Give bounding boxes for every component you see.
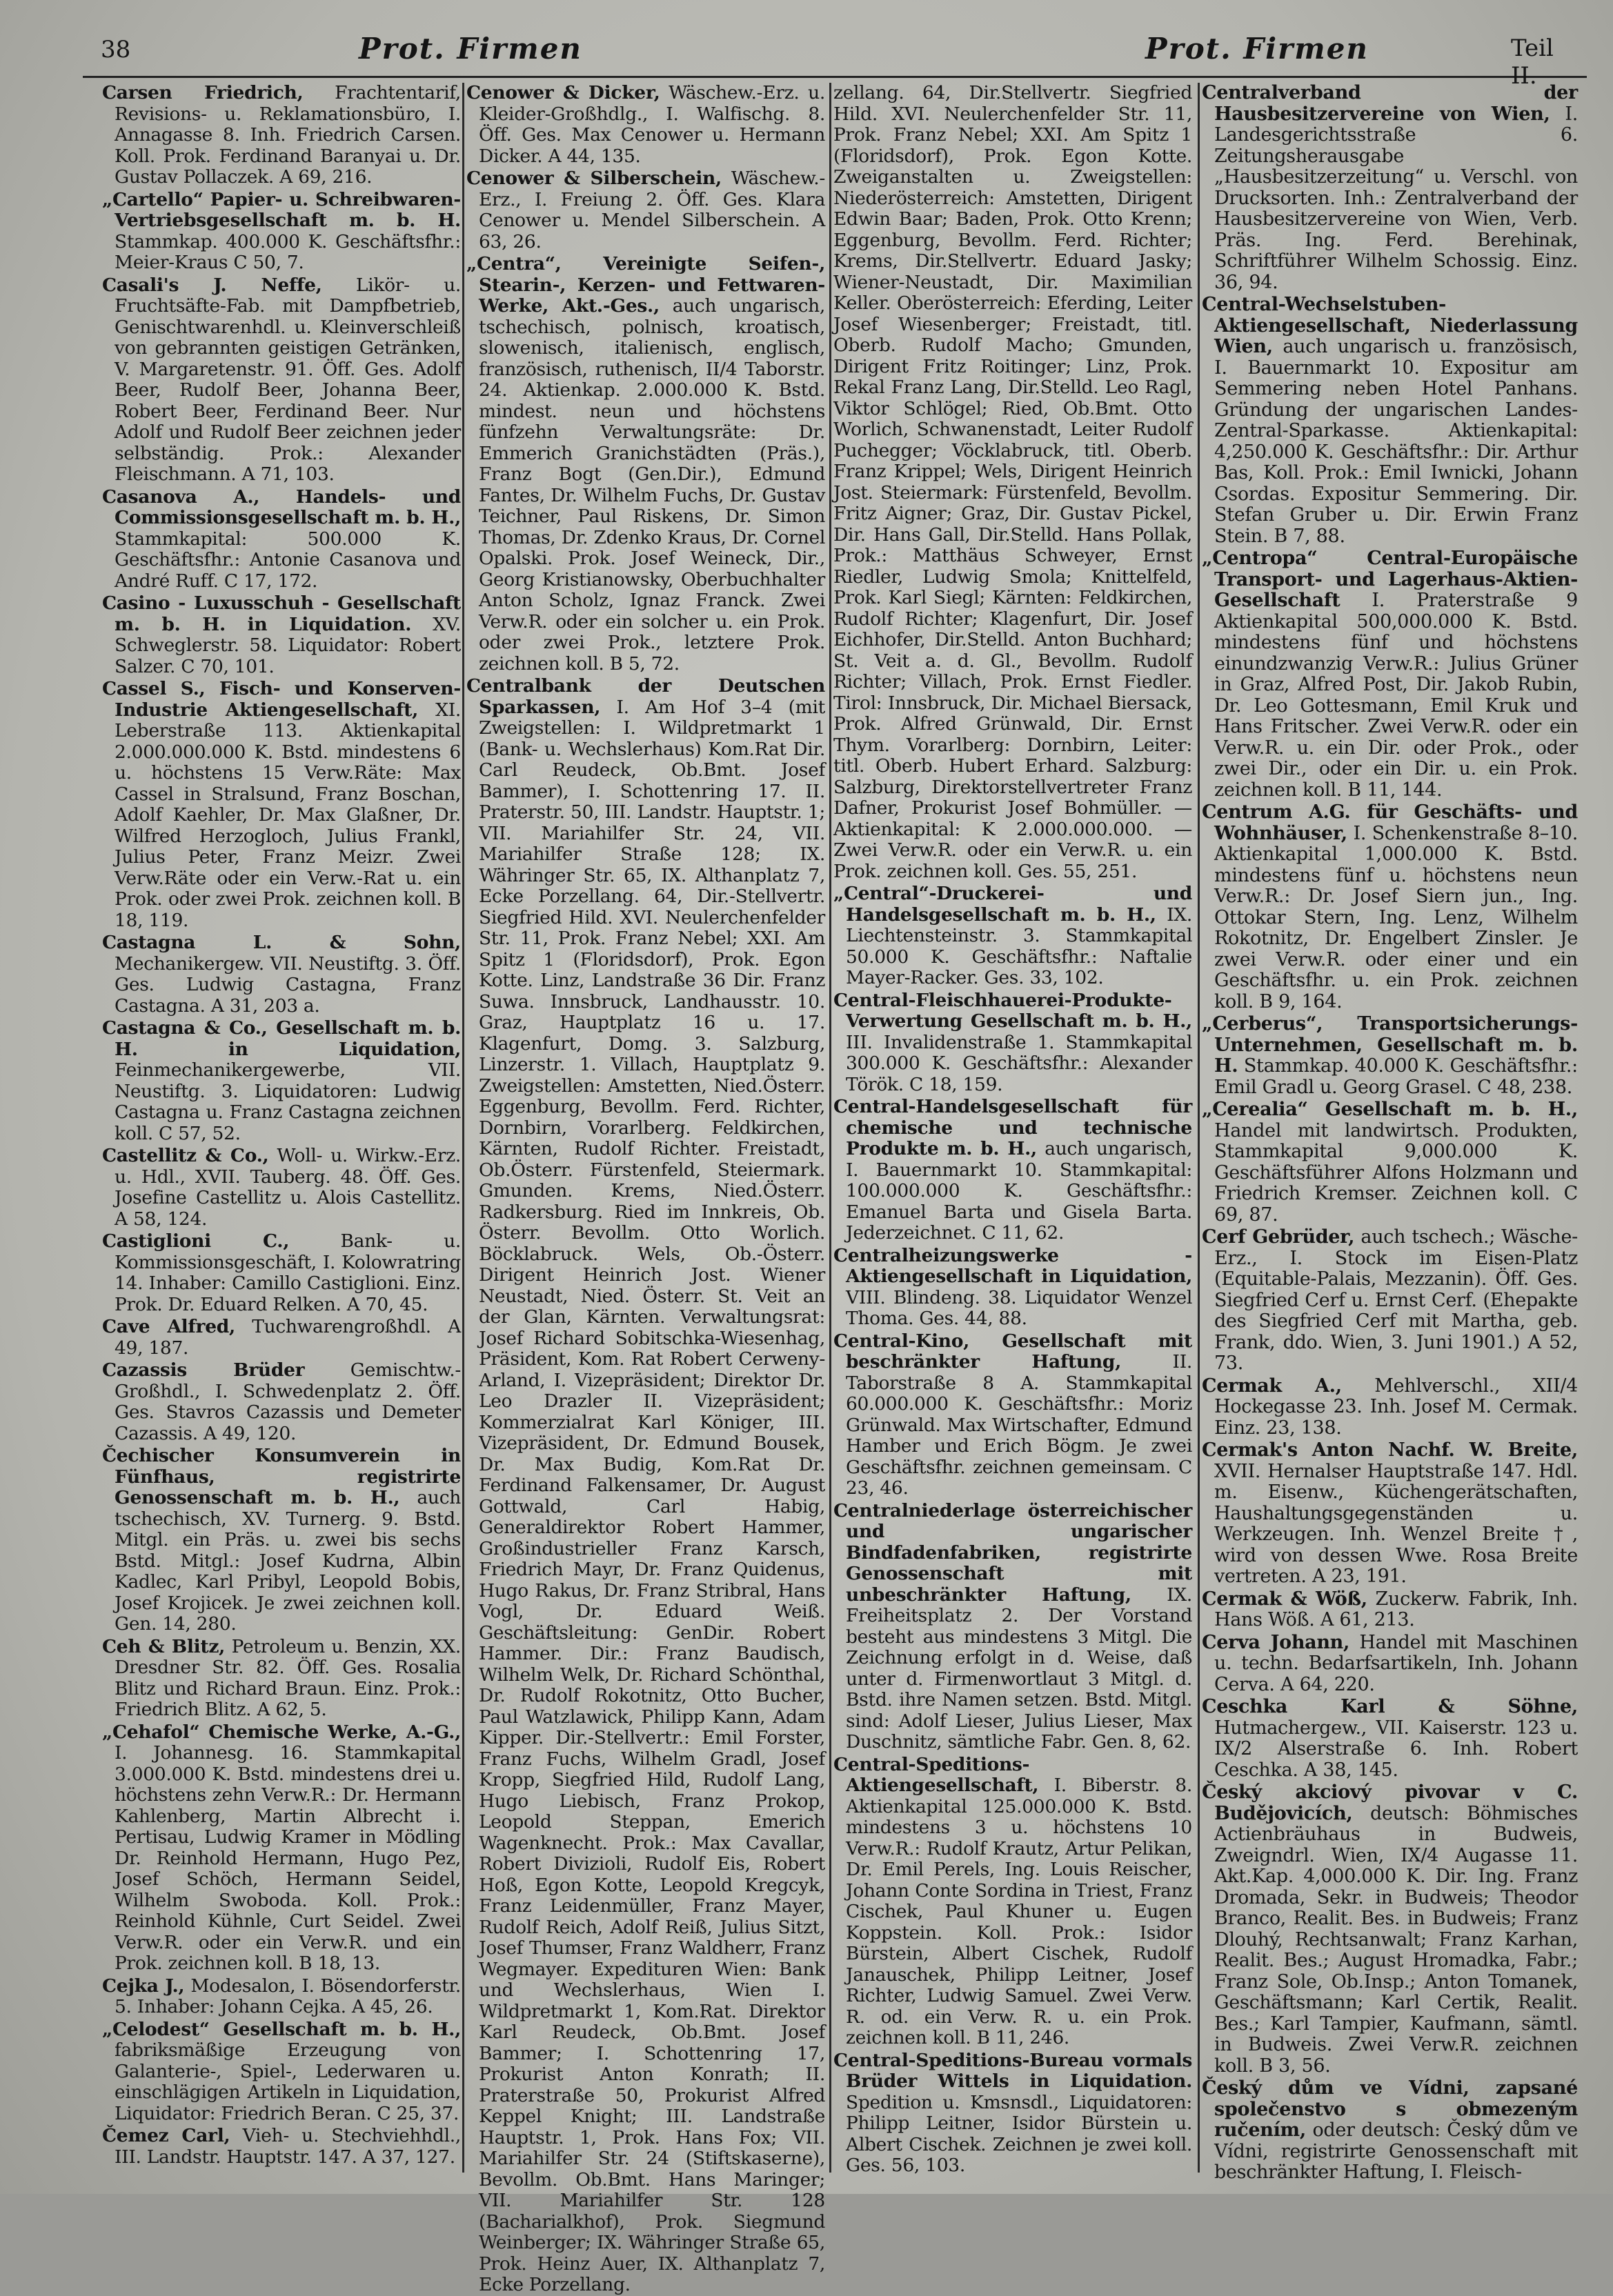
firm-entry: [102, 1018, 461, 1144]
firm-name: Čemez Carl,: [102, 2125, 230, 2146]
firm-name: Centralbank der Deutschen Sparkassen,: [466, 675, 825, 718]
firm-details: Stammkap. 40.000 K. Geschäftsfhr.: Emil Gradl u. Georg Grasel. C 48, 238.: [1214, 1055, 1578, 1098]
firm-name: „Centropa“ Central-Europäische Transport- und Lagerhaus-Aktien-Gesellschaft: [1202, 548, 1578, 611]
firm-details: zellang. 64, Dir.Stellvertr. Siegfried Hild. XVI. Neulerchenfelder Str. 11, Prok. Franz Nebel; XXI. Am Spitz 1 (Floridsdorf), Prok. Egon Kotte. Zweiganstalten u. Zweigstellen: Niederösterreich: Amstetten, Dirigent Edwin Baar; Baden, Prok. Otto Krenn; Eggenburg, Bevollm. Ferd. Richter; Krems, Dir.Stellvertr. Eduard Jasky; Wiener-Neustadt, Dir. Maximilian Keller. Oberösterreich: Eferding, Leiter Josef Wiesenberger; Freistadt, titl. Oberb. Rudolf Macho; Gmunden, Dirigent Fritz Roitinger; Linz, Prok. Rekal Franz Lang, Dir.Stelld. Leo Ragl, Viktor Schlögel; Ried, Ob.Bmt. Otto Worlich, Schwanenstadt, Leiter Rudolf Puchegger; Vöcklabruck, titl. Oberb. Franz Krippel; Wels, Dirigent Heinrich Jost. Steiermark: Fürstenfeld, Bevollm. Fritz Aigner; Graz, Dir. Gustav Pickel, Dir. Hans Gall, Dir.Stelld. Hans Pollak, Prok.: Matthäus Schweyer, Ernst Riedler, Ludwig Smola; Knittelfeld, Prok. Karl Siegl; Kärnten: Feldkirchen, Rudolf Richter; Klagenfurt, Dir. Josef Eichhofer, Dir.Stelld. Anton Buchhard; St. Veit a. d. Gl., Bevollm. Rudolf Richter; Villach, Prok. Ernst Fiedler. Tirol: Innsbruck, Dir. Michael Biersack, Prok. Alfred Grünwald, Dir. Ernst Thym. Vorarlberg: Dornbirn, Leiter: titl. Oberb. Hubert Erhard. Salzburg: Salzburg, Direktorstellvertreter Franz Dafner, Prokurist Josef Bohmüller. — Aktienkapital: K 2.000.000.000. — Zwei Verw.R. oder ein Verw.R. u. ein Prok. zeichnen koll. Ges. 55, 251.: [833, 82, 1192, 882]
firm-name: Central-Fleischhauerei-Produkte-Verwertung Gesellschaft m. b. H.,: [833, 989, 1192, 1032]
firm-details: XI. Leberstraße 113. Aktienkapital 2.000.000.000 K. Bstd. mindestens 6 u. höchstens 15 Verw.Räte: Max Cassel in Stralsund, Franz Boschan, Adolf Kaehler, Dr. Max Glaßner, Dr. Wilfred Herzogloch, Julius Frankl, Julius Peter, Franz Meizr. Zwei Verw.Räte oder ein Verw.-Rat u. ein Prok. oder zwei Prok. zeichnen koll. B 18, 119.: [115, 699, 461, 931]
firm-name: Casanova A., Handels- und Commissionsgesellschaft m. b. H.,: [102, 486, 461, 528]
firm-entry: [102, 2019, 461, 2125]
column-4: [1202, 82, 1579, 2183]
firm-entry: [833, 990, 1192, 1096]
firm-name: Cenower & Dicker,: [466, 82, 660, 103]
firm-entry: [102, 2126, 461, 2168]
firm-name: „Cartello“ Papier- u. Schreibwaren-Vertriebsgesellschaft m. b. H.: [102, 188, 461, 231]
firm-entry: [466, 254, 825, 675]
firm-entry: [102, 1637, 461, 1721]
firm-details: Zuckerw. Fabrik, Inh. Hans Wöß. A 61, 213.: [1214, 1588, 1579, 1630]
firm-details: deutsch: Böhmisches Actienbräuhaus in Budweis, Zweigndrl. Wien, IX/4 Augasse 11. Akt.Kap. 4,000.000 K. Dir. Ing. Franz Dromada, Sekr. in Budweis; Theodor Branco, Realit. Bes. in Budweis; Franz Dlouhý, Rechtsanwalt; Franz Karhan, Realit. Bes.; August Hromadka, Fabr.; Franz Sole, Ob.Insp.; Anton Tomanek, Geschäftsmann; Karl Certik, Realit. Bes.; Karl Tampier, Kaufmann, sämtl. in Budweis. Zwei Verw.R. zeichnen koll. B 3, 56.: [1214, 1802, 1578, 2077]
firm-details: Petroleum u. Benzin, XX. Dresdner Str. 82. Öff. Ges. Rosalia Blitz und Richard Braun. Einz. Prok.: Friedrich Blitz. A 62, 5.: [115, 1635, 461, 1720]
firm-details: Hutmachergew., VII. Kaiserstr. 123 u. IX/2 Alserstraße 6. Inh. Robert Ceschka. A 38, 145.: [1214, 1717, 1578, 1781]
firm-name: Carsen Friedrich,: [102, 82, 304, 103]
firm-entry: [102, 1446, 461, 1635]
firm-entry: [466, 83, 825, 167]
firm-details: auch tschech.; Wäsche-Erz., I. Stock im Eisen-Platz (Equitable-Palais, Mezzanin). Öff. Ges. Siegfried Cerf u. Ernst Cerf. (Ehepakte des Siegfried Cerf mit Martha, geb. Frank, ddo. Wien, 3. Juni 1901.) A 52, 73.: [1214, 1226, 1578, 1374]
firm-name: Cerva Johann,: [1202, 1631, 1350, 1653]
firm-entry: [833, 83, 1192, 882]
firm-entry: [1202, 295, 1578, 547]
firm-name: Casali's J. Neffe,: [102, 274, 322, 296]
column-1: [102, 83, 461, 2173]
firm-name: Centrum A.G. für Geschäfts- und Wohnhäuser,: [1202, 801, 1578, 844]
firm-name: Cenower & Silberschein,: [466, 168, 722, 189]
firm-entry: [1202, 1376, 1578, 1439]
firm-entry: [1202, 1227, 1578, 1375]
firm-name: Central-Handelsgesellschaft für chemische und technische Produkte m. b. H.,: [833, 1096, 1192, 1159]
firm-details: Stammkap. 400.000 K. Geschäftsfhr.: Meier-Kraus C 50, 7.: [115, 230, 461, 273]
firm-details: Mehlverschl., XII/4 Hockegasse 23. Inh. Josef M. Cermak. Einz. 23, 138.: [1214, 1375, 1578, 1439]
page-number: 38: [101, 36, 131, 63]
firm-entry: [102, 1231, 461, 1315]
column-2: [466, 82, 826, 2295]
firm-name: Ceh & Blitz,: [102, 1635, 226, 1657]
firm-details: fabriksmäßige Erzeugung von Galanterie-, Spiel-, Lederwaren u. einschlägigen Artikeln in Liquidation, Liquidator: Friedrich Beran. C 25, 37.: [115, 2039, 461, 2124]
firm-entry: [102, 1360, 461, 1444]
firm-details: Modesalon, I. Bösendorferstr. 5. Inhaber: Johann Cejka. A 45, 26.: [115, 1975, 462, 2017]
firm-name: Central-Kino, Gesellschaft mit beschränkter Haftung,: [833, 1330, 1192, 1372]
firm-name: Ceschka Karl & Söhne,: [1202, 1696, 1578, 1717]
firm-entry: [102, 487, 461, 592]
firm-details: II. Taborstraße 8 A. Stammkapital 60.000.000 K. Geschäftsfhr.: Moriz Grünwald. Max Wirtschafter, Edmund Hamber und Erich Bögm. Je zwei Geschäftsfhr. zeichnen gemeinsam. C 23, 46.: [846, 1351, 1192, 1499]
firm-details: auch tschechisch, XV. Turnerg. 9. Bstd. Mitgl. ein Präs. u. zwei bis sechs Bstd. Mitgl.: Josef Kudrna, Albin Kadlec, Karl Pribyl, Leopold Bobis, Josef Krojicek. Je zwei zeichnen koll. Gen. 14, 280.: [115, 1487, 461, 1635]
firm-details: XV. Schweglerstr. 58. Liquidator: Robert Salzer. C 70, 101.: [115, 613, 461, 677]
firm-details: auch ungarisch u. französisch, I. Bauernmarkt 10. Expositur am Semmering neben Hotel Panhans. Gründung der ungarischen Landes-Zentral-Sparkasse. Aktienkapital: 4,250.000 K. Geschäftsfhr.: Dir. Arthur Bas, Koll. Prok.: Emil Iwnicki, Johann Csordas. Expositur Semmering. Dir. Stefan Gruber u. Dir. Erwin Franz Stein. B 7, 88.: [1214, 336, 1578, 547]
firm-entry: [466, 168, 825, 252]
firm-details: IX. Freiheitsplatz 2. Der Vorstand besteht aus mindestens 3 Mitgl. Die Zeichnung erfolgt in d. Weise, daß unter d. Firmenwortlaut 3 Mitgl. d. Bstd. ihre Namen setzen. Bstd. Mitgl. sind: Adolf Lieser, Julius Lieser, Max Duschnitz, sämtliche Fabr. Gen. 8, 62.: [846, 1584, 1193, 1753]
firm-details: Feinmechanikergewerbe, VII. Neustiftg. 3. Liquidatoren: Ludwig Castagna u. Franz Castagna zeichnen koll. C 57, 52.: [115, 1059, 461, 1144]
column-divider: [1198, 83, 1200, 2173]
firm-details: Tuchwarengroßhdl. A 49, 187.: [115, 1316, 461, 1359]
firm-name: Cassel S., Fisch- und Konserven-Industrie Aktiengesellschaft,: [102, 678, 461, 721]
firm-name: Centralverband der Hausbesitzervereine von Wien,: [1202, 82, 1578, 125]
firm-details: Spedition u. Kmsnsdl., Liquidatoren: Philipp Leitner, Isidor Bürstein u. Albert Cischek. Zeichnen je zwei koll. Ges. 56, 103.: [846, 2091, 1192, 2176]
firm-name: Cave Alfred,: [102, 1316, 235, 1337]
firm-name: Cermak & Wöß,: [1202, 1588, 1367, 1610]
firm-details: Stammkapital: 500.000 K. Geschäftsfhr.: Antonie Casanova und André Ruff. C 17, 172.: [115, 528, 461, 592]
firm-entry: [1202, 802, 1578, 1012]
firm-entry: [102, 1146, 461, 1230]
firm-details: I. Am Hof 3–4 (mit Zweigstellen: I. Wildpretmarkt 1 (Bank- u. Wechslerhaus) Kom.Rat Dir. Carl Reudeck, Ob.Bmt. Josef Bammer), I. Schottenring 17. II. Praterstr. 50, III. Landstr. Hauptstr. 1; VII. Mariahilfer Str. 24, VII. Mariahilfer Straße 128; IX. Währinger Str. 65, IX. Althanplatz 7, Ecke Porzellang. 64, Dir.-Stellvertr. Siegfried Hild. XVI. Neulerchenfelder Str. 11, Prok. Franz Nebel; XXI. Am Spitz 1 (Floridsdorf), Prok. Egon Kotte. Linz, Landstraße 36 Dir. Franz Suwa. Innsbruck, Landhausstr. 10. Graz, Hauptplatz 16 u. 17. Klagenfurt, Domg. 3. Salzburg, Linzerstr. 1. Villach, Hauptplatz 9. Zweigstellen: Amstetten, Nied.Österr. Eggenburg, Bevollm. Ferd. Richter, Dornbirn, Vorarlberg. Feldkirchen, Kärnten, Rudolf Richter. Freistadt, Ob.Österr. Fürstenfeld, Steiermark. Gmunden. Krems, Nied.Österr. Radkersburg. Ried im Innkreis, Ob. Österr. Bevollm. Otto Worlich. Böcklabruck. Wels, Ob.-Österr. Dirigent Heinrich Jost. Wiener Neustadt, Nied. Österr. St. Veit an der Glan, Kärnten. Verwaltungsrat: Josef Richard Sobitschka-Wiesenhag, Präsident, Kom. Rat Robert Cerweny-Arland, I. Vizepräsident; Direktor Dr. Leo Drazler II. Vizepräsident; Kommerzialrat Karl Königer, III. Vizepräsident, Dr. Edmund Bousek, Dr. Max Budig, Kom.Rat Dr. Ferdinand Falkensamer, Dr. August Gottwald, Carl Habig, Generaldirektor Robert Hammer, Großindustrieller Franz Karsch, Friedrich Mayr, Dr. Franz Quidenus, Hugo Rakus, Dr. Franz Stribral, Hans Vogl, Dr. Eduard Weiß. Geschäftsleitung: GenDir. Robert Hammer. Dir.: Franz Baudisch, Wilhelm Welk, Dr. Richard Schönthal, Dr. Rudolf Rokotnitz, Otto Bucher, Paul Watzlawick, Philipp Kann, Adam Kipper. Dir.-Stellvertr.: Emil Forster, Franz Fuchs, Wilhelm Gradl, Josef Kropp, Siegfried Hild, Rudolf Lang, Hugo Liebisch, Franz Prokop, Leopold Steppan, Emerich Wagenknecht. Prok.: Max Cavallar, Robert Divizioli, Rudolf Eis, Robert Hoß, Egon Kotte, Leopold Kregcyk, Franz Leidenmüller, Franz Mayer, Rudolf Reich, Adolf Reiß, Julius Sitzt, Josef Thumser, Franz Waldherr, Franz Wegmayer. Expedituren Wien: Bank und Wechslerhaus, Wien I. Wildpretmarkt 1, Kom.Rat. Direktor Karl Reudeck, Ob.Bmt. Josef Bammer; I. Schottenring 17, Prokurist Anton Konrath; II. Praterstraße 50, Prokurist Alfred Keppel Knight; III. Landstraße Hauptstr. 1, Prok. Hans Fox; VII. Mariahilfer Str. 24 (Stiftskaserne), Bevollm. Ob.Bmt. Hans Maringer; VII. Mariahilfer Str. 128 (Bacharialkhof), Prok. Siegmund Weinberger; IX. Währinger Straße 65, Prok. Heinz Auer, IX. Althanplatz 7, Ecke Porzellang.: [479, 696, 826, 2295]
firm-details: auch ungarisch, I. Bauernmarkt 10. Stammkapital: 100.000.000 K. Geschäftsfhr.: Emanuel Barta und Gisela Barta. Jederzeichnet. C 11, 62.: [846, 1138, 1193, 1244]
firm-entry: [1202, 1440, 1578, 1588]
firm-entry: [102, 1976, 461, 2018]
firm-details: Wäschew.-Erz., I. Freiung 2. Öff. Ges. Klara Cenower u. Mendel Silberschein. A 63, 26.: [479, 168, 826, 252]
column-divider: [829, 83, 831, 2173]
firm-name: Centralniederlage österreichischer und ungarischer Bindfadenfabriken, registrirte Genossenschaft mit unbeschränkter Haftung,: [833, 1499, 1192, 1606]
firm-details: oder deutsch: Český dům ve Vídni, registrirte Genossenschaft mit beschränkter Haftung, I. Fleisch-: [1214, 2119, 1578, 2183]
firm-entry: [1202, 83, 1578, 293]
firm-entry: [833, 1246, 1192, 1330]
firm-details: I. Schenkenstraße 8–10. Aktienkapital 1,000.000 K. Bstd. mindestens fünf u. höchstens neun Verw.R.: Dr. Josef Siern jun., Ing. Ottokar Stern, Ing. Lenz, Wilhelm Rokotnitz, Dr. Engelbert Zinsler. Je zwei Verw.R. oder einer und ein Geschäftsfhr. u. ein Prok. zeichnen koll. B 9, 164.: [1214, 822, 1578, 1012]
firm-details: Frachtentarif, Revisions- u. Reklamationsbüro, I. Annagasse 8. Inh. Friedrich Carsen. Koll. Prok. Ferdinand Baranyai u. Dr. Gustav Pollaczek. A 69, 216.: [115, 82, 461, 188]
firm-name: Český akciový pivovar v C. Budějovicích,: [1202, 1781, 1578, 1824]
firm-entry: [1202, 2078, 1578, 2184]
firm-details: Bank- u. Kommissionsgeschäft, I. Kolowratring 14. Inhaber: Camillo Castiglioni. Einz. Prok. Dr. Eduard Relken. A 70, 45.: [115, 1230, 462, 1315]
column-divider: [462, 83, 464, 2173]
firm-entry: [1202, 1014, 1578, 1098]
firm-details: Gemischtw.-Großhdl., I. Schwedenplatz 2. Öff. Ges. Stavros Cazassis und Demeter Cazassis. A 49, 120.: [115, 1359, 461, 1444]
column-3: [833, 82, 1193, 2176]
firm-name: Centralheizungswerke - Aktiengesellschaft in Liquidation,: [833, 1244, 1192, 1287]
firm-name: „Cerberus“, Transportsicherungs-Unternehmen, Gesellschaft m. b. H.: [1202, 1013, 1578, 1077]
firm-name: Cerf Gebrüder,: [1202, 1226, 1355, 1248]
firm-entry: [102, 190, 461, 274]
firm-details: IX. Liechtensteinstr. 3. Stammkapital 50.000 K. Geschäftsfhr.: Naftalie Mayer-Racker. Ges. 33, 102.: [846, 904, 1192, 988]
firm-entry: [833, 1331, 1192, 1499]
firm-entry: [833, 2050, 1192, 2177]
firm-entry: [466, 676, 825, 2296]
firm-entry: [1202, 1697, 1578, 1781]
firm-name: „Cehafol“ Chemische Werke, A.-G.,: [102, 1721, 461, 1743]
firm-entry: [102, 1317, 461, 1359]
firm-entry: [102, 932, 461, 1017]
firm-name: Cejka J.,: [102, 1975, 185, 1997]
firm-entry: [833, 1755, 1192, 2049]
firm-details: Handel mit landwirtsch. Produkten, Stammkapital 9,000.000 K. Geschäftsführer Alfons Holzmann und Friedrich Kremser. Zeichnen koll. C 69, 87.: [1214, 1119, 1578, 1226]
firm-name: Central-Wechselstuben-Aktiengesellschaft, Niederlassung Wien,: [1202, 294, 1578, 357]
firm-name: Castellitz & Co.,: [102, 1145, 269, 1166]
firm-name: Central-Speditions-Bureau vormals Brüder Wittels in Liquidation.: [833, 2049, 1192, 2092]
firm-entry: [102, 679, 461, 931]
firm-name: „Centra“, Vereinigte Seifen-, Stearin-, Kerzen- und Fettwaren-Werke, Akt.-Ges.,: [466, 253, 825, 317]
firm-details: VIII. Blindeng. 38. Liquidator Wenzel Thoma. Ges. 44, 88.: [846, 1286, 1192, 1329]
firm-name: Central-Speditions-Aktiengesellschaft,: [833, 1753, 1039, 1796]
firm-name: Český dům ve Vídni, zapsané společenstvo s obmezeným ručením,: [1202, 2077, 1578, 2141]
firm-entry: [1202, 1782, 1578, 2077]
firm-name: Casino - Luxusschuh - Gesellschaft m. b. H. in Liquidation.: [102, 592, 461, 635]
running-title-right: Prot. Firmen: [1145, 32, 1369, 66]
firm-name: Cermak A.,: [1202, 1375, 1342, 1397]
firm-details: I. Landesgerichtsstraße 6. Zeitungsherausgabe „Hausbesitzerzeitung“ u. Verschl. von Drucksorten. Inh.: Zentralverband der Hausbesitzervereine von Wien, Verb. Präs. Ing. Ferd. Berehinak, Schriftführer Wilhelm Schossig. Einz. 36, 94.: [1214, 103, 1578, 293]
firm-details: III. Invalidenstraße 1. Stammkapital 300.000 K. Geschäftsfhr.: Alexander Török. C 18, 159.: [846, 1031, 1192, 1095]
firm-details: Likör- u. Fruchtsäfte-Fab. mit Dampfbetrieb, Genischtwarenhdl. u. Kleinverschleiß von gebrannten geistigen Getränken, V. Margaretenstr. 91. Öff. Ges. Adolf Beer, Rudolf Beer, Johanna Beer, Robert Beer, Ferdinand Beer. Nur Adolf und Rudolf Beer zeichnen jeder selbständig. Prok.: Alexander Fleischmann. A 71, 103.: [115, 274, 462, 485]
firm-entry: [833, 1501, 1192, 1753]
part-label: Teil II.: [1511, 34, 1554, 90]
firm-name: Castagna L. & Sohn,: [102, 932, 461, 953]
firm-name: Castiglioni C.,: [102, 1230, 290, 1252]
firm-details: I. Biberstr. 8. Aktienkapital 125.000.000 K. Bstd. mindestens 3 u. höchstens 10 Verw.R.: Rudolf Krautz, Artur Pelikan, Dr. Emil Perels, Ing. Louis Reischer, Johann Conte Sordina in Triest, Franz Cischek, Paul Khuner u. Eugen Koppstein. Koll. Prok.: Isidor Bürstein, Albert Cischek, Rudolf Janauschek, Philipp Leitner, Josef Richter, Ludwig Samuel. Zwei Verw. R. od. ein Verw. R. u. ein Prok. zeichnen koll. B 11, 246.: [846, 1775, 1192, 2048]
firm-details: I. Praterstraße 9 Aktienkapital 500,000.000 K. Bstd. mindestens fünf und höchstens einundzwanzig Verw.R.: Julius Grüner in Graz, Alfred Post, Dir. Jakob Rubin, Dr. Leo Gottesmann, Emil Kruk und Hans Fritscher. Zwei Verw.R. oder ein Verw.R. u. ein Dir. oder Prok., oder zwei Dir., oder ein Dir. u. ein Prok. zeichnen koll. B 11, 144.: [1214, 590, 1578, 801]
firm-entry: [1202, 1633, 1578, 1696]
firm-entry: [833, 884, 1192, 989]
firm-entry: [1202, 1589, 1578, 1631]
running-title-left: Prot. Firmen: [359, 32, 582, 66]
firm-entry: [1202, 1099, 1578, 1226]
firm-name: „Celodest“ Gesellschaft m. b. H.,: [102, 2018, 461, 2040]
firm-details: Mechanikergew. VII. Neustiftg. 3. Öff. Ges. Ludwig Castagna, Franz Castagna. A 31, 203 a.: [115, 952, 461, 1017]
firm-name: „Cerealia“ Gesellschaft m. b. H.,: [1202, 1099, 1578, 1120]
firm-entry: [102, 275, 461, 486]
firm-entry: [833, 1097, 1192, 1244]
firm-name: Cazassis Brüder: [102, 1359, 305, 1381]
page-header: [83, 26, 1587, 90]
firm-entry: [102, 593, 461, 677]
firm-details: auch ungarisch, tschechisch, polnisch, kroatisch, slowenisch, italienisch, englisch, französisch, ruthenisch, II/4 Taborstr. 24. Aktienkap. 2.000.000 K. Bstd. mindest. neun und höchstens fünfzehn Verwaltungsräte: Dr. Emmerich Granichstädten (Präs.), Franz Bogt (Gen.Dir.), Edmund Fantes, Dr. Wilhelm Fuchs, Dr. Gustav Teichner, Paul Riskens, Dr. Simon Thomas, Dr. Zdenko Kraus, Dr. Cornel Opalski. Prok. Josef Weineck, Dir., Georg Kristianowsky, Oberbuchhalter Anton Scholz, Ignaz Franck. Zwei Verw.R. oder ein solcher u. ein Prok. oder zwei Prok., letztere Prok. zeichnen koll. B 5, 72.: [479, 295, 826, 675]
firm-entry: [1202, 548, 1578, 801]
firm-name: Čechischer Konsumverein in Fünfhaus, registrirte Genossenschaft m. b. H.,: [102, 1445, 461, 1508]
firm-entry: [102, 1722, 461, 1975]
firm-details: Vieh- u. Stechviehhdl., III. Landstr. Hauptstr. 147. A 37, 127.: [115, 2125, 462, 2168]
firm-name: Castagna & Co., Gesellschaft m. b. H. in Liquidation,: [102, 1017, 461, 1060]
firm-details: Woll- u. Wirkw.-Erz. u. Hdl., XVII. Tauberg. 48. Öff. Ges. Josefine Castellitz u. Alois Castellitz. A 58, 124.: [115, 1145, 461, 1230]
firm-details: Handel mit Maschinen u. techn. Bedarfsartikeln, Inh. Johann Cerva. A 64, 220.: [1214, 1631, 1578, 1695]
firm-name: Cermak's Anton Nachf. W. Breite,: [1202, 1439, 1578, 1461]
firm-details: I. Johannesg. 16. Stammkapital 3.000.000 K. Bstd. mindestens drei u. höchstens zehn Verw.R.: Dr. Hermann Kahlenberg, Martin Albrecht i. Pertisau, Ludwig Kramer in Mödling Dr. Reinhold Hermann, Hugo Pez, Josef Schöch, Hermann Seidel, Wilhelm Swoboda. Koll. Prok.: Reinhold Kühnle, Curt Seidel. Zwei Verw.R. oder ein Verw.R. und ein Prok. zeichnen koll. B 18, 13.: [115, 1742, 461, 1974]
firm-details: Wäschew.-Erz. u. Kleider-Großhdlg., I. Walfischg. 8. Öff. Ges. Max Cenower u. Hermann Dicker. A 44, 135.: [479, 82, 826, 167]
firm-name: „Central“-Druckerei- und Handelsgesellschaft m. b. H.,: [833, 883, 1192, 926]
firm-details: XVII. Hernalser Hauptstraße 147. Hdl. m. Eisenw., Küchengerätschaften, Haushaltungsgegenständen u. Werkzeugen. Inh. Wenzel Breite †, wird von dessen Wwe. Rosa Breite vertreten. A 23, 191.: [1214, 1460, 1578, 1587]
firm-entry: [102, 83, 461, 188]
